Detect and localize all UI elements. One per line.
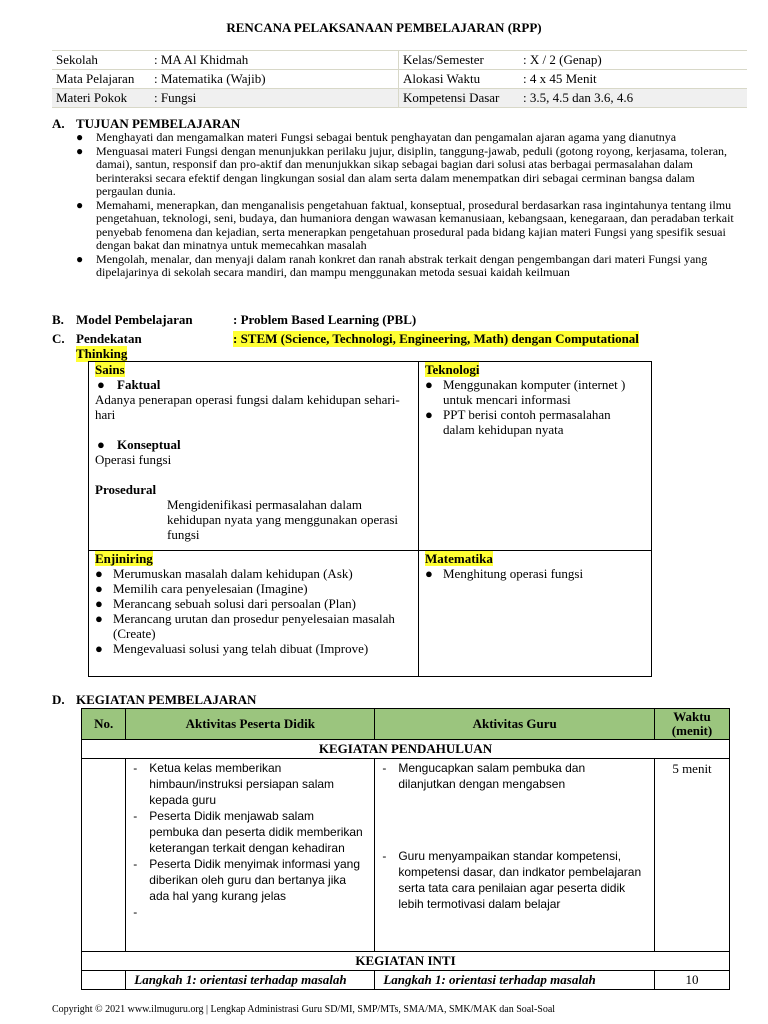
enjiniring-cell	[89, 551, 418, 656]
col-header-guru: Aktivitas Guru	[375, 709, 655, 740]
bullet-icon: ●	[95, 641, 103, 656]
table-section-row	[82, 952, 730, 971]
tujuan-text: Memahami, menerapkan, dan menganalisis pengetahuan faktual, konseptual, prosedural berdasarkan rasa ingintahunya tentang ilmu pengetahuan, teknologi, seni, budaya, dan humaniora dengan wawasan kemanusiaan, kebangsaan, kenegaraan, dan peradaban terkait penyebab fenomena dan kejadian, serta menerapkan pengetahuan prosedural pada bidang kajian materi Fungsi yang spesifik sesuai dengan bakat dan minatnya untuk memecahkan masalah	[96, 197, 734, 252]
identity-value: : MA Al Khidmah	[154, 52, 249, 67]
sains-cell	[89, 362, 418, 542]
bullet-icon: ●	[95, 596, 103, 611]
list-item	[76, 131, 736, 145]
list-item: ● Menggunakan komputer (internet ) untuk mencari informasi	[425, 377, 626, 407]
cell-siswa	[126, 759, 375, 952]
list-item: ● Merumuskan masalah dalam kehidupan (Ask)	[95, 566, 353, 581]
prosedural-text: Mengidenifikasi permasalahan dalam kehidupan nyata yang menggunakan operasi fungsi	[167, 497, 399, 542]
matematika-cell	[419, 551, 651, 581]
list-item: ● Memilih cara penyelesaian (Imagine)	[95, 581, 308, 596]
list-item: ● Merancang sebuah solusi dari persoalan (Plan)	[95, 596, 356, 611]
table-header-row	[82, 709, 730, 740]
stem-table	[88, 361, 652, 677]
tujuan-list	[76, 131, 736, 280]
pendekatan-value-cont: Thinking	[76, 346, 128, 361]
konseptual-text: Operasi fungsi	[95, 452, 172, 467]
cell-guru	[375, 759, 655, 952]
footer-copyright: Copyright © 2021 www.ilmuguru.org | Lengkap Administrasi Guru SD/MI, SMP/MTs, SMA/MA, SMK/MAK dan Soal-Soal	[52, 1004, 556, 1015]
cell-no	[82, 971, 126, 990]
cell-no	[82, 759, 126, 952]
model-label: Model Pembelajaran	[76, 312, 193, 327]
bullet-icon: ●	[76, 251, 84, 266]
teknologi-cell	[419, 362, 651, 437]
list-item: ● PPT berisi contoh permasalahan dalam kehidupan nyata	[425, 407, 611, 437]
list-item	[76, 145, 736, 199]
identity-label: Kompetensi Dasar	[399, 89, 520, 108]
table-row	[82, 971, 730, 990]
sains-heading: Sains	[95, 362, 125, 377]
tujuan-text: Menghayati dan mengamalkan materi Fungsi sebagai bentuk penghayatan dan pengamalan ajaran agama yang dianutnya	[96, 130, 677, 144]
identity-row	[52, 89, 747, 108]
list-item: - Mengucapkan salam pembuka dan dilanjutkan dengan mengabsen	[376, 760, 643, 792]
teknologi-heading: Teknologi	[425, 362, 480, 377]
identity-label: Sekolah	[56, 52, 98, 67]
pendahuluan-title: KEGIATAN PENDAHULUAN	[82, 740, 730, 759]
bullet-icon: ●	[97, 377, 105, 392]
tujuan-text: Menguasai materi Fungsi dengan menunjukkan perilaku jujur, disiplin, tanggung-jawab, peduli (gotong royong, kerjasama, toleran, damai), santun, responsif dan pro-aktif dan menunjukkan sikap sebagai bagian dari solusi atas berbagai permasalahan dalam berinteraksi secara efektif dengan lingkungan sosial dan alam serta dalam menempatkan diri sebagai cerminan bangsa dalam pergaulan dunia.	[96, 143, 728, 198]
bullet-icon: ●	[97, 437, 105, 452]
identity-row	[52, 51, 747, 70]
table-section-row	[82, 740, 730, 759]
list-item: - Peserta Didik menjawab salam pembuka dan peserta didik memberikan keterangan terkait dengan kehadiran	[127, 808, 363, 856]
identity-row	[52, 70, 747, 89]
list-item	[76, 253, 736, 280]
faktual-label: Faktual	[117, 377, 161, 392]
section-c-letter: C.	[52, 331, 65, 346]
list-item: ● Mengevaluasi solusi yang telah dibuat (Improve)	[95, 641, 369, 656]
identity-label: Alokasi Waktu	[399, 70, 520, 89]
identity-value: : Fungsi	[154, 90, 197, 105]
pendekatan-value: : STEM (Science, Technologi, Engineering, Math) dengan Computational	[233, 331, 639, 346]
col-header-siswa: Aktivitas Peserta Didik	[126, 709, 375, 740]
col-header-waktu: Waktu (menit)	[655, 709, 730, 740]
cell-waktu: 10	[655, 971, 730, 990]
list-item	[76, 199, 736, 253]
kegiatan-table	[81, 708, 730, 990]
bullet-icon: ●	[76, 130, 84, 144]
enjiniring-heading: Enjiniring	[95, 551, 153, 566]
bullet-icon: ●	[425, 407, 433, 422]
identity-value: : Matematika (Wajib)	[154, 71, 266, 86]
list-item: - Guru menyampaikan standar kompetensi, kompetensi dasar, dan indkator pembelajaran serta tata cara penilaian agar peserta didik lebih termotivasi dalam belajar	[376, 848, 643, 912]
konseptual-label: Konseptual	[117, 437, 181, 452]
section-d-title: KEGIATAN PEMBELAJARAN	[76, 692, 257, 707]
matematika-heading: Matematika	[425, 551, 493, 566]
list-item: ● Menghitung operasi fungsi	[425, 566, 584, 581]
document-title: RENCANA PELAKSANAAN PEMBELAJARAN (RPP)	[226, 20, 542, 35]
prosedural-label: Prosedural	[95, 482, 157, 497]
bullet-icon: ●	[95, 566, 103, 581]
section-b-letter: B.	[52, 312, 64, 327]
bullet-icon: ●	[425, 377, 433, 392]
cell-siswa: Langkah 1: orientasi terhadap masalah	[126, 971, 375, 990]
list-item: ● Merancang urutan dan prosedur penyelesaian masalah (Create)	[95, 611, 395, 641]
section-a-letter: A.	[52, 116, 65, 131]
identity-label: Mata Pelajaran	[56, 71, 135, 86]
bullet-icon: ●	[76, 143, 84, 158]
identity-value: : 3.5, 4.5 dan 3.6, 4.6	[523, 90, 634, 105]
table-row	[82, 759, 730, 952]
bullet-icon: ●	[76, 197, 84, 212]
list-item	[127, 904, 363, 920]
identity-value: : X / 2 (Genap)	[523, 52, 602, 67]
identity-table	[52, 50, 747, 108]
list-item: - Peserta Didik menyimak informasi yang diberikan oleh guru dan bertanya jika ada hal yang kurang jelas	[127, 856, 363, 904]
cell-guru: Langkah 1: orientasi terhadap masalah	[375, 971, 655, 990]
identity-label: Materi Pokok	[56, 90, 128, 105]
identity-value: : 4 x 45 Menit	[523, 71, 597, 86]
col-header-no: No.	[82, 709, 126, 740]
identity-label: Kelas/Semester	[399, 51, 520, 70]
faktual-text: Adanya penerapan operasi fungsi dalam kehidupan sehari-hari	[95, 392, 400, 422]
section-a-title: TUJUAN PEMBELAJARAN	[76, 116, 241, 131]
inti-title: KEGIATAN INTI	[82, 952, 730, 971]
bullet-icon: ●	[425, 566, 433, 581]
bullet-icon: ●	[95, 611, 103, 626]
list-item: - Ketua kelas memberikan himbaun/instruksi persiapan salam kepada guru	[127, 760, 363, 808]
model-value: : Problem Based Learning (PBL)	[233, 312, 417, 327]
pendekatan-label: Pendekatan	[76, 331, 142, 346]
section-d-letter: D.	[52, 692, 65, 707]
bullet-icon: ●	[95, 581, 103, 596]
cell-waktu: 5 menit	[655, 759, 730, 952]
tujuan-text: Mengolah, menalar, dan menyaji dalam ranah konkret dan ranah abstrak terkait dengan pengembangan dari materi Fungsi yang dipelajarinya di sekolah secara mandiri, dan mampu menggunakan metoda sesuai kaidah keilmuan	[96, 251, 708, 279]
